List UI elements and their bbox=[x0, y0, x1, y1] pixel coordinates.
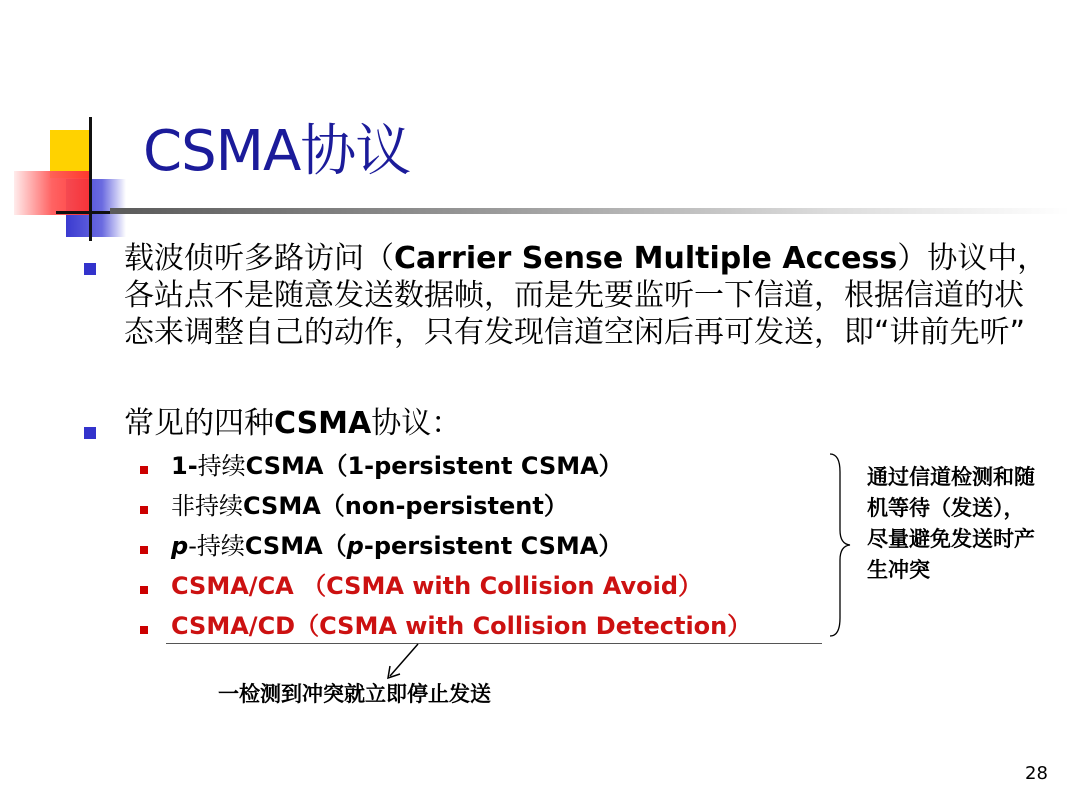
sub-item-2-b: 非持续 bbox=[171, 492, 243, 520]
sub-item-3-e: -persistent CSMA） bbox=[363, 532, 623, 560]
title-underline-rule bbox=[110, 208, 1070, 214]
bullet-2-pre: 常见的四种 bbox=[124, 406, 274, 441]
sub-bullet-square-icon bbox=[140, 546, 148, 554]
sub-item-3-d: p bbox=[346, 532, 364, 560]
bullet-1-post: ）协议中，各站点不是随意发送数据帧，而是先要监听一下信道，根据信道的状态来调整自己的动作，只有发现信道空闲后再可发送，即“讲前先听” bbox=[124, 241, 1048, 350]
sub-item-3 bbox=[171, 531, 622, 561]
side-note: 通过信道检测和随机等待（发送），尽量避免发送时产生冲突 bbox=[867, 465, 1035, 582]
decor-red-square bbox=[14, 171, 90, 215]
sub-item-4: CSMA/CA （CSMA with Collision Avoid） bbox=[171, 572, 703, 600]
page-number: 28 bbox=[1025, 763, 1048, 784]
sub-bullet-square-icon bbox=[140, 506, 148, 514]
decor-horizontal-line bbox=[56, 211, 118, 214]
decor-vertical-line bbox=[89, 117, 92, 241]
sub-item-underline bbox=[166, 643, 822, 644]
sub-item-1-a: 1- bbox=[171, 452, 198, 480]
bullet-text-2 bbox=[124, 405, 1049, 442]
sub-item-2 bbox=[171, 491, 568, 521]
bullet-1-pre: 载波侦听多路访问（ bbox=[124, 241, 394, 276]
sub-item-3-a: p bbox=[171, 532, 189, 560]
right-brace-icon bbox=[826, 452, 856, 638]
sub-bullet-square-icon bbox=[140, 586, 148, 594]
sub-item-3-b: -持续 bbox=[188, 532, 245, 560]
sub-item-1-b: 持续 bbox=[197, 452, 246, 480]
title-cjk: 协议 bbox=[300, 119, 411, 184]
bullet-text-1 bbox=[124, 240, 1049, 351]
title-latin: CSMA bbox=[143, 119, 301, 184]
sub-item-1-c: CSMA（1-persistent CSMA） bbox=[245, 452, 623, 480]
bullet-square-icon bbox=[84, 427, 96, 439]
bullet-2-bold: CSMA bbox=[274, 406, 372, 441]
stop-note: 一检测到冲突就立即停止发送 bbox=[218, 682, 491, 706]
sub-item-2-c: CSMA（non-persistent） bbox=[243, 492, 568, 520]
bullet-1-bold: Carrier Sense Multiple Access bbox=[394, 241, 898, 276]
slide-title bbox=[143, 117, 410, 187]
sub-item-1 bbox=[171, 451, 623, 481]
sub-item-5: CSMA/CD（CSMA with Collision Detection） bbox=[171, 612, 752, 640]
sub-bullet-square-icon bbox=[140, 626, 148, 634]
sub-item-3-c: CSMA（ bbox=[244, 532, 347, 560]
bullet-2-post: 协议： bbox=[371, 406, 462, 441]
bullet-square-icon bbox=[84, 263, 96, 275]
sub-bullet-square-icon bbox=[140, 466, 148, 474]
